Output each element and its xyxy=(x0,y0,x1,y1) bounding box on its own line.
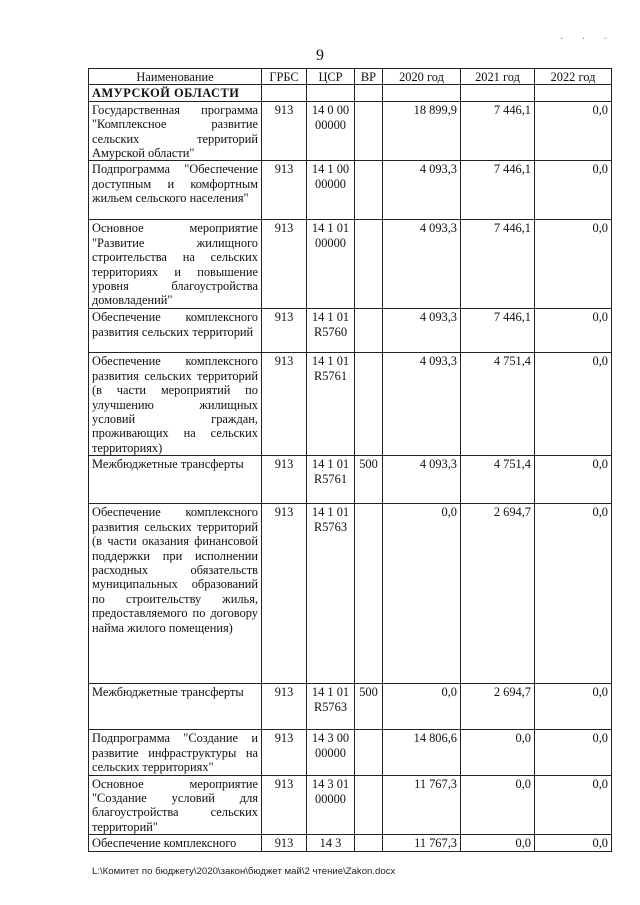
header-grbs: ГРБС xyxy=(262,69,307,85)
row-vr: 500 xyxy=(355,456,383,504)
row-2021: 2 694,7 xyxy=(461,684,535,730)
row-grbs: 913 xyxy=(262,220,307,309)
budget-table xyxy=(88,68,612,852)
table-row xyxy=(89,835,612,852)
table-row xyxy=(89,101,612,161)
table-row xyxy=(89,504,612,684)
row-2022: 0,0 xyxy=(535,161,612,220)
row-2021: 2 694,7 xyxy=(461,504,535,684)
row-2022: 0,0 xyxy=(535,456,612,504)
region-title: АМУРСКОЙ ОБЛАСТИ xyxy=(89,85,262,101)
empty-cell xyxy=(383,85,461,101)
row-2020: 4 093,3 xyxy=(383,353,461,456)
table-header-row xyxy=(89,69,612,85)
row-2020: 4 093,3 xyxy=(383,220,461,309)
row-name: Обеспечение комплексного развития сельских территорий (в части оказания финансовой поддержки при исполнении расходных обязательств муниципальных образований по строительству жилья, предоставляемого по договору найма жилого помещения) xyxy=(89,504,262,684)
row-grbs: 913 xyxy=(262,730,307,775)
row-name: Основное мероприятие "Создание условий для благоустройства сельских территорий" xyxy=(89,775,262,835)
row-grbs: 913 xyxy=(262,161,307,220)
row-2020: 14 806,6 xyxy=(383,730,461,775)
row-2021: 7 446,1 xyxy=(461,309,535,353)
empty-cell xyxy=(307,85,355,101)
row-2021: 4 751,4 xyxy=(461,353,535,456)
row-name: Межбюджетные трансферты xyxy=(89,456,262,504)
scan-specks: · · · xyxy=(560,34,615,45)
row-grbs: 913 xyxy=(262,456,307,504)
row-vr xyxy=(355,730,383,775)
row-2021: 0,0 xyxy=(461,835,535,852)
row-grbs: 913 xyxy=(262,835,307,852)
row-csr: 14 0 00 00000 xyxy=(307,101,355,161)
row-name: Подпрограмма "Создание и развитие инфраструктуры на сельских территориях" xyxy=(89,730,262,775)
row-2020: 0,0 xyxy=(383,504,461,684)
table-row xyxy=(89,684,612,730)
row-vr xyxy=(355,161,383,220)
table-row xyxy=(89,456,612,504)
row-csr: 14 1 01 R5760 xyxy=(307,309,355,353)
row-2020: 4 093,3 xyxy=(383,161,461,220)
header-vr: ВР xyxy=(355,69,383,85)
row-2021: 7 446,1 xyxy=(461,101,535,161)
row-vr xyxy=(355,775,383,835)
row-csr: 14 1 01 R5763 xyxy=(307,684,355,730)
row-2020: 11 767,3 xyxy=(383,835,461,852)
empty-cell xyxy=(535,85,612,101)
row-vr xyxy=(355,309,383,353)
row-2022: 0,0 xyxy=(535,684,612,730)
header-2020: 2020 год xyxy=(383,69,461,85)
row-vr xyxy=(355,101,383,161)
row-2022: 0,0 xyxy=(535,730,612,775)
row-csr: 14 1 01 00000 xyxy=(307,220,355,309)
row-2022: 0,0 xyxy=(535,101,612,161)
table-row xyxy=(89,309,612,353)
row-2021: 0,0 xyxy=(461,730,535,775)
header-2022: 2022 год xyxy=(535,69,612,85)
row-2022: 0,0 xyxy=(535,504,612,684)
empty-cell xyxy=(355,85,383,101)
row-csr: 14 1 01 R5761 xyxy=(307,456,355,504)
empty-cell xyxy=(461,85,535,101)
row-name: Обеспечение комплексного xyxy=(89,835,262,852)
row-2022: 0,0 xyxy=(535,835,612,852)
row-2021: 7 446,1 xyxy=(461,161,535,220)
row-vr xyxy=(355,220,383,309)
row-2020: 4 093,3 xyxy=(383,309,461,353)
row-vr: 500 xyxy=(355,684,383,730)
row-2022: 0,0 xyxy=(535,220,612,309)
table-row xyxy=(89,730,612,775)
page-number: 9 xyxy=(316,47,324,64)
row-2022: 0,0 xyxy=(535,309,612,353)
row-grbs: 913 xyxy=(262,101,307,161)
row-2022: 0,0 xyxy=(535,353,612,456)
footer-file-path: L:\Комитет по бюджету\2020\закон\бюджет май\2 чтение\Zakon.docx xyxy=(92,866,396,877)
row-grbs: 913 xyxy=(262,504,307,684)
row-csr: 14 3 xyxy=(307,835,355,852)
row-2021: 4 751,4 xyxy=(461,456,535,504)
row-vr xyxy=(355,835,383,852)
table-row xyxy=(89,161,612,220)
row-name: Межбюджетные трансферты xyxy=(89,684,262,730)
row-csr: 14 1 01 R5761 xyxy=(307,353,355,456)
empty-cell xyxy=(262,85,307,101)
header-csr: ЦСР xyxy=(307,69,355,85)
row-grbs: 913 xyxy=(262,309,307,353)
region-row xyxy=(89,85,612,101)
row-name: Основное мероприятие "Развитие жилищного строительства на сельских территориях и повышение уровня благоустройства домовладений" xyxy=(89,220,262,309)
row-2020: 11 767,3 xyxy=(383,775,461,835)
header-name: Наименование xyxy=(89,69,262,85)
table-row xyxy=(89,775,612,835)
row-2020: 18 899,9 xyxy=(383,101,461,161)
header-2021: 2021 год xyxy=(461,69,535,85)
row-2021: 0,0 xyxy=(461,775,535,835)
row-2020: 4 093,3 xyxy=(383,456,461,504)
row-vr xyxy=(355,504,383,684)
table-row xyxy=(89,220,612,309)
row-name: Обеспечение комплексного развития сельских территорий xyxy=(89,309,262,353)
row-csr: 14 1 01 R5763 xyxy=(307,504,355,684)
row-2021: 7 446,1 xyxy=(461,220,535,309)
row-2020: 0,0 xyxy=(383,684,461,730)
row-name: Государственная программа "Комплексное развитие сельских территорий Амурской области" xyxy=(89,101,262,161)
table-row xyxy=(89,353,612,456)
row-name: Обеспечение комплексного развития сельских территорий (в части мероприятий по улучшению жилищных условий граждан, проживающих на сельских территориях) xyxy=(89,353,262,456)
row-grbs: 913 xyxy=(262,775,307,835)
row-grbs: 913 xyxy=(262,353,307,456)
row-csr: 14 3 00 00000 xyxy=(307,730,355,775)
row-grbs: 913 xyxy=(262,684,307,730)
row-csr: 14 3 01 00000 xyxy=(307,775,355,835)
row-2022: 0,0 xyxy=(535,775,612,835)
row-name: Подпрограмма "Обеспечение доступным и комфортным жильем сельского населения" xyxy=(89,161,262,220)
row-csr: 14 1 00 00000 xyxy=(307,161,355,220)
row-vr xyxy=(355,353,383,456)
